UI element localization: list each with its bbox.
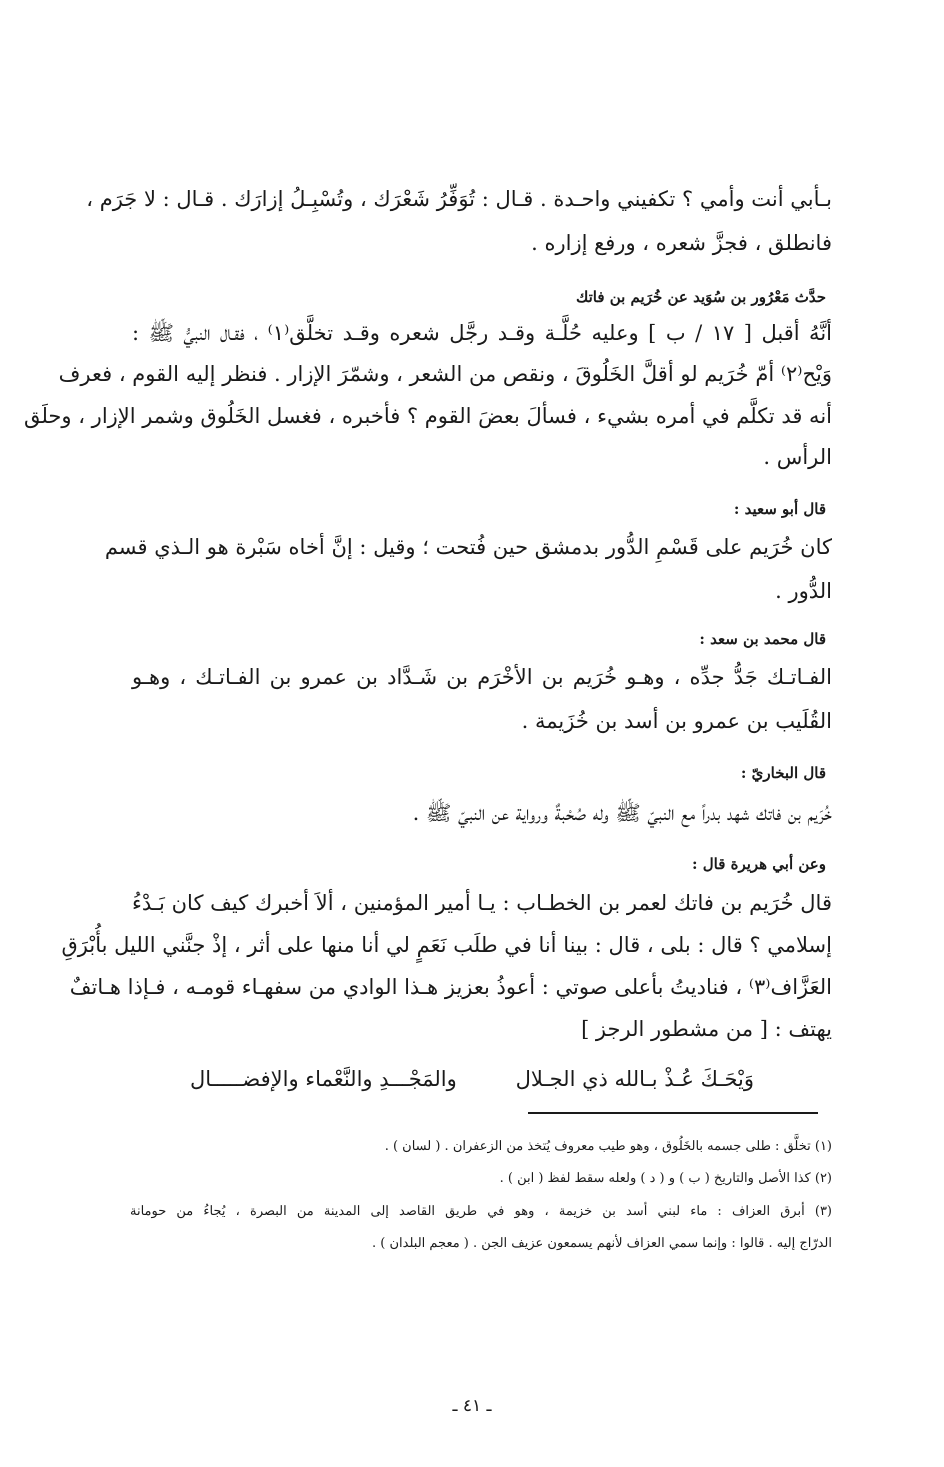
footnote: (٣) أبرق العزاف : ماء لبني أسد بن خزيمة ، وهو في طريق القاصد إلى المدينة من البصرة ، يُجاءُ من حومانة [130,1204,832,1219]
body-text-line: إسلامي ؟ قال : بلى ، قال : بينا أنا في طلَب نَعَمٍ لي أنا منها على أثر ، إذْ جنَّني الليل بأُبْرَقِ [61,933,832,957]
body-text-line: أنه قد تكلَّم في أمره بشيء ، فسألَ بعضَ القوم ؟ فأخبره ، فغسل الخَلُوق وشمر الإزار ، وحلَق [23,404,832,428]
body-text-line: كان خُرَيم على قَسْمِ الدُّور بدمشق حين فُتحت ؛ وقيل : إنَّ أخاه سَبْرة هو الـذي قسم [104,535,832,559]
body-text-line: أنَّهُ أقبل [ ١٧ / ب ] وعليه حُلَّـة وقـد رجَّل شعره وقـد تخلَّق⁽١⁾ ، فقـال النبيُّ ﷺ : [132,321,832,345]
verse-second-hemistich: والمَجْـــدِ والنَّعْماء والإفضـــــال [190,1067,457,1091]
section-heading: وعن أبي هريرة قال : [691,855,826,873]
body-text-line: بـأبي أنت وأمي ؟ تكفيني واحـدة . قـال : تُوَفِّرُ شَعْرَك ، وتُسْبِـلُ إزارَك . قـال : لا جَرَم ، [86,187,832,211]
page-number: ـ ٤١ ـ [452,1396,492,1416]
body-text-line: القُلَيب بن عمرو بن أسد بن خُزَيمة . [521,709,832,733]
body-text-line: وَيْح⁽٢⁾ أمّ خُرَيم لو أقلَّ الخَلُوقَ ، ونقص من الشعر ، وشمّرَ الإزار . فنظر إليه القوم ، فعرف [58,362,832,386]
body-text-line: خُرَيم بن فاتك شهد بدراً مع النبيّ ﷺ وله صُحْبةٌ ورواية عن النبيّ ﷺ . [412,801,832,825]
verse-first-hemistich: وَيْحَـكَ عُـذْ بـالله ذي الجـلال [515,1067,754,1091]
section-heading: قال البخاريّ : [740,764,826,782]
body-text-line: العَزَّاف⁽٣⁾ ، فناديتُ بأعلى صوتي : أعوذُ بعزيز هـذا الوادي من سفهـاء قومـه ، فـإذا هـاتفٌ [69,975,832,999]
footnote: الدرّاج إليه . قالوا : وإنما سمي العزاف لأنهم يسمعون عزيف الجن . ( معجم البلدان ) . [372,1236,832,1251]
body-text-line: الدُّور . [775,579,832,603]
footnote-separator [528,1112,818,1114]
body-text-line: يهتف : [ من مشطور الرجز ] [581,1017,832,1041]
footnote: (١) تخلَّق : طلى جسمه بالخَلُوق ، وهو طيب معروف يُتخذ من الزعفران . ( لسان ) . [384,1139,832,1154]
section-heading: قال أبو سعيد : [733,500,826,518]
section-heading: حدَّث مَعْرُور بن سُوَيد عن خُرَيم بن فاتك [575,288,826,306]
poem-verse [190,1064,754,1094]
footnote: (٢) كذا الأصل والتاريخ ( ب ) و ( د ) ولعله سقط لفظ ( ابن ) . [499,1171,832,1186]
section-heading: قال محمد بن سعد : [699,630,826,648]
body-text-line: قال خُرَيم بن فاتك لعمر بن الخطـاب : يـا أمير المؤمنين ، ألاَ أخبرك كيف كان بَـدْءُ [132,891,832,915]
body-text-line: الرأس . [763,445,832,469]
body-text-line: الفـاتـك جَدُّ جدِّه ، وهـو خُرَيم بن الأخْرَم بن شَـدَّاد بن عمرو بن الفـاتـك ، وهـو [132,665,832,689]
body-text-line: فانطلق ، فجزَّ شعره ، ورفع إزاره . [531,231,832,255]
